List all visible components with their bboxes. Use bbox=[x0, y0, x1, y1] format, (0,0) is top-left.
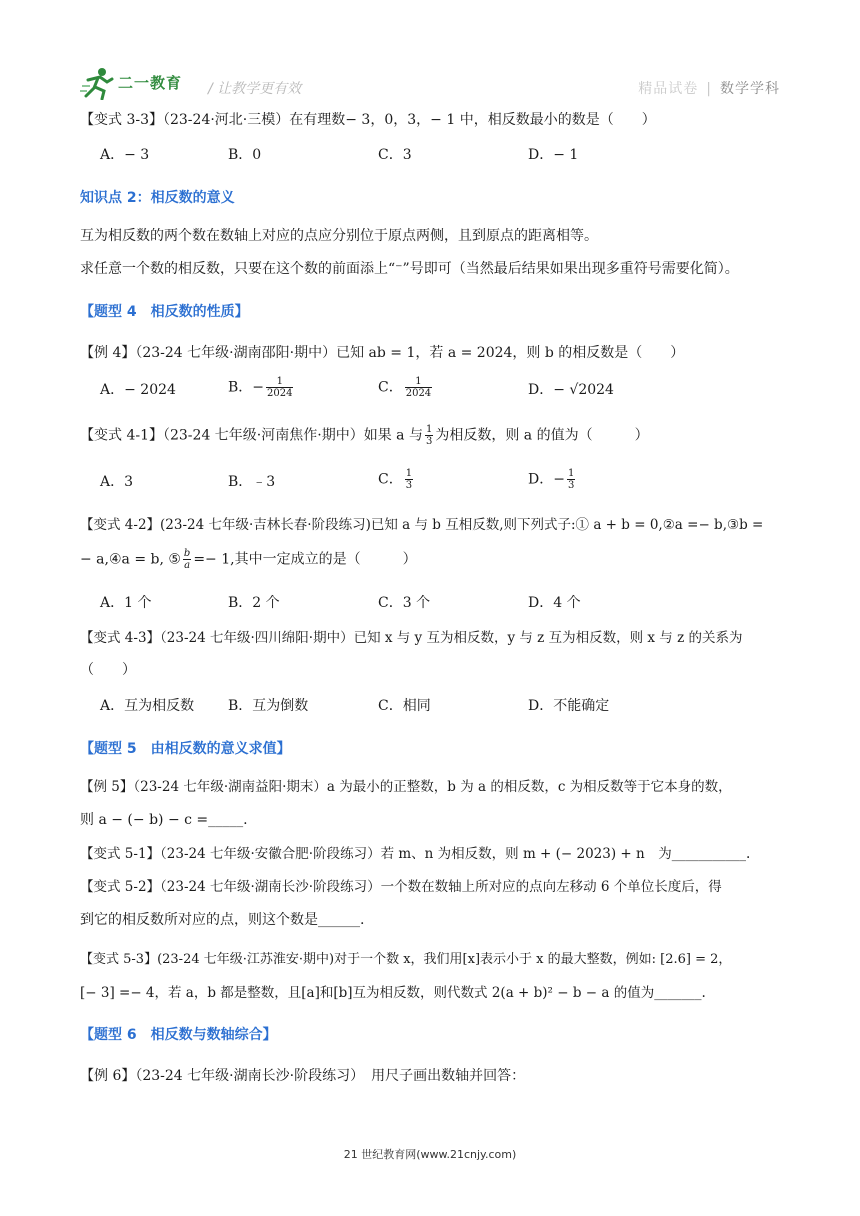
header-label-quality: 精品试卷 bbox=[638, 81, 699, 97]
fraction bbox=[425, 424, 433, 447]
question-4-3-line-1: 【变式 4-3】（23-24 七年级·四川绵阳·期中）已知 x 与 y 互为相反数，y 与 z 互为相反数，则 x 与 z 的关系为 bbox=[80, 630, 743, 646]
header-right bbox=[638, 78, 780, 98]
question-4-2-line-2-pre: − a,④a = b, ⑤ bbox=[80, 551, 181, 568]
question-4-2-line-2-post: =− 1,其中一定成立的是（ ） bbox=[193, 551, 417, 568]
question-4-1-option-b: B．﹣3 bbox=[228, 474, 276, 490]
fraction bbox=[405, 376, 432, 399]
question-3-3-option-b: B．0 bbox=[228, 147, 262, 163]
question-4-3-option-d: D．不能确定 bbox=[528, 698, 610, 714]
question-4-1-stem bbox=[80, 424, 649, 447]
question-4-1-option-c bbox=[378, 468, 415, 491]
question-4-1-option-c-prefix: C． bbox=[378, 471, 403, 488]
question-4-1-option-a: A．3 bbox=[100, 474, 134, 490]
example-5-line-1: 【例 5】（23-24 七年级·湖南益阳·期末）a 为最小的正整数，b 为 a 的相反数，c 为相反数等于它本身的数， bbox=[80, 779, 732, 795]
question-4-1-stem-pre: 【变式 4-1】（23-24 七年级·河南焦作·期中）如果 a 与 bbox=[80, 427, 423, 444]
example-4-stem: 【例 4】（23-24 七年级·湖南邵阳·期中）已知 ab = 1，若 a = 2024，则 b 的相反数是（ ） bbox=[80, 345, 685, 361]
example-5-line-2: 则 a − (− b) − c =_____. bbox=[80, 812, 248, 828]
question-4-2-line-1: 【变式 4-2】(23-24 七年级·吉林长春·阶段练习)已知 a 与 b 互相反数,则下列式子:① a + b = 0,②a =− b,③b = bbox=[80, 517, 764, 533]
topic-5-title: 【题型 5 由相反数的意义求值】 bbox=[80, 741, 291, 757]
example-4-option-b bbox=[228, 376, 295, 399]
question-4-2-option-d: D．4 个 bbox=[528, 595, 581, 611]
header-label-subject: 数学学科 bbox=[720, 81, 780, 97]
question-4-3-option-c: C．相同 bbox=[378, 698, 431, 714]
topic-4-title: 【题型 4 相反数的性质】 bbox=[80, 304, 249, 320]
question-4-3-option-a: A．互为相反数 bbox=[100, 698, 195, 714]
question-3-3-option-c: C．3 bbox=[378, 147, 412, 163]
fraction-numerator: 1 bbox=[405, 376, 432, 388]
question-5-2-line-1: 【变式 5-2】（23-24 七年级·湖南长沙·阶段练习）一个数在数轴上所对应的点向左移动 6 个单位长度后，得 bbox=[80, 879, 722, 895]
header-separator: | bbox=[706, 81, 712, 97]
fraction-denominator: 3 bbox=[425, 436, 433, 447]
question-4-3-line-2: （ ） bbox=[80, 662, 136, 678]
example-4-option-c bbox=[378, 376, 434, 399]
runner-icon bbox=[80, 66, 116, 100]
question-3-3-option-a: A．− 3 bbox=[100, 147, 150, 163]
fraction-numerator: b bbox=[183, 548, 191, 559]
page-header bbox=[80, 66, 780, 100]
brand-name: 二一教育 bbox=[118, 74, 183, 92]
fraction-numerator: 1 bbox=[567, 468, 575, 479]
example-4-option-c-prefix: C． bbox=[378, 379, 403, 396]
example-6-stem: 【例 6】（23-24 七年级·湖南长沙·阶段练习） 用尺子画出数轴并回答： bbox=[80, 1068, 526, 1084]
fraction-denominator: 2024 bbox=[267, 388, 293, 399]
question-4-1-stem-post: 为相反数，则 a 的值为（ ） bbox=[435, 427, 649, 444]
question-4-2-option-b: B．2 个 bbox=[228, 595, 280, 611]
example-4-option-b-prefix: B．− bbox=[228, 379, 265, 396]
topic-6-title: 【题型 6 相反数与数轴综合】 bbox=[80, 1027, 277, 1043]
question-4-2-option-a: A．1 个 bbox=[100, 595, 152, 611]
fraction-denominator: 2024 bbox=[405, 388, 432, 399]
fraction bbox=[567, 468, 575, 491]
slogan: / 让教学更有效 bbox=[208, 81, 302, 97]
question-5-3-line-2: [− 3] =− 4，若 a，b 都是整数，且[a]和[b]互为相反数，则代数式 2(a + b)² − b − a 的值为_______. bbox=[80, 985, 706, 1001]
question-5-3-line-1: 【变式 5-3】(23-24 七年级·江苏淮安·期中)对于一个数 x，我们用[x]表示小于 x 的最大整数，例如: [2.6] = 2， bbox=[80, 952, 732, 967]
fraction bbox=[183, 548, 191, 571]
knowledge-point-2-para-1: 互为相反数的两个数在数轴上对应的点应分别位于原点两侧，且到原点的距离相等。 bbox=[80, 228, 598, 244]
fraction bbox=[405, 468, 413, 491]
fraction-numerator: 1 bbox=[425, 424, 433, 435]
question-5-1-stem: 【变式 5-1】（23-24 七年级·安徽合肥·阶段练习）若 m、n 为相反数，则 m + (− 2023) + n 为___________. bbox=[80, 846, 751, 862]
question-4-2-option-c: C．3 个 bbox=[378, 595, 431, 611]
knowledge-point-2-para-2: 求任意一个数的相反数，只要在这个数的前面添上“⁻”号即可（当然最后结果如果出现多重符号需要化简）。 bbox=[80, 261, 739, 277]
question-5-2-line-2: 到它的相反数所对应的点，则这个数是______. bbox=[80, 912, 365, 928]
fraction-numerator: 1 bbox=[266, 376, 293, 388]
question-4-1-option-d-prefix: D．− bbox=[528, 471, 565, 488]
knowledge-point-2-title: 知识点 2：相反数的意义 bbox=[80, 190, 235, 206]
fraction-numerator: 1 bbox=[405, 468, 413, 479]
question-4-1-option-d bbox=[528, 468, 577, 491]
question-3-3-option-d: D．− 1 bbox=[528, 147, 579, 163]
example-4-option-d: D．− √2024 bbox=[528, 382, 614, 398]
question-4-2-line-2 bbox=[80, 548, 417, 571]
question-3-3-stem: 【变式 3-3】（23-24·河北·三模）在有理数− 3，0，3，− 1 中，相反数最小的数是（ ） bbox=[80, 112, 656, 128]
question-4-3-option-b: B．互为倒数 bbox=[228, 698, 309, 714]
fraction-denominator: 3 bbox=[405, 480, 413, 491]
fraction bbox=[266, 376, 293, 399]
fraction-denominator: 3 bbox=[567, 480, 575, 491]
example-4-option-a: A．− 2024 bbox=[100, 382, 176, 398]
fraction-denominator: a bbox=[184, 560, 191, 571]
page-footer: 21 世纪教育网(www.21cnjy.com) bbox=[343, 1148, 517, 1161]
